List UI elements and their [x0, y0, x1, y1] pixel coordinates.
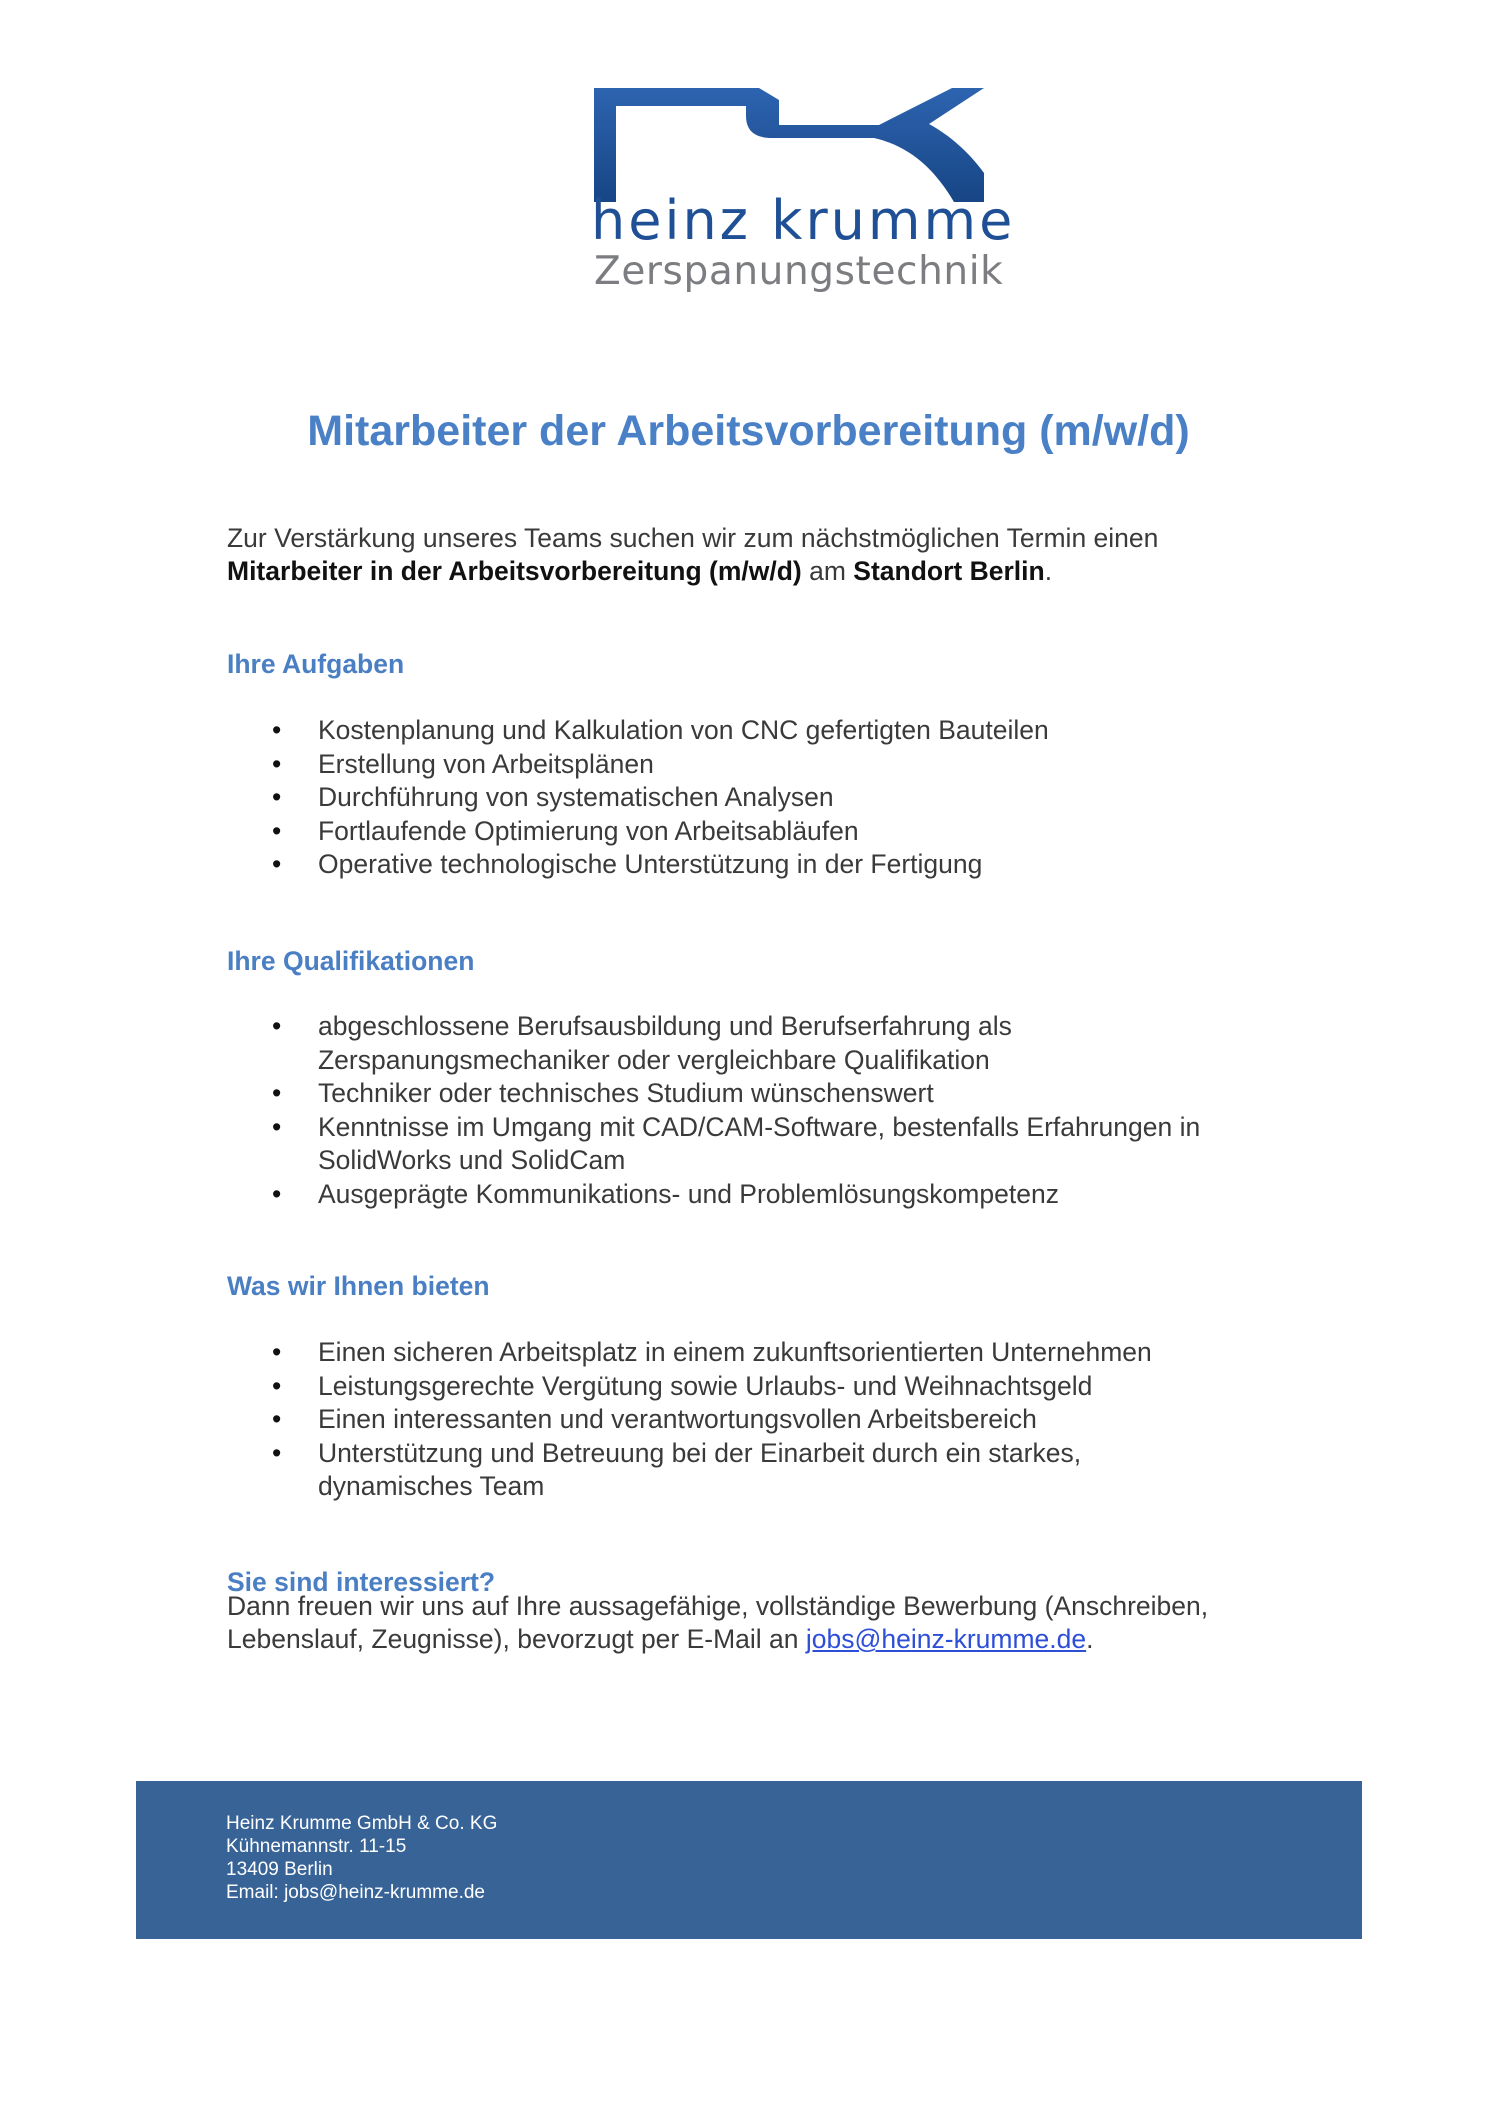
company-logo [585, 88, 1016, 308]
intro-text-3: . [1044, 556, 1053, 586]
list-item: • Kostenplanung und Kalkulation von CNC gefertigten Bauteilen [227, 714, 1307, 748]
task-list [227, 714, 1307, 882]
section-heading-qualifikationen: Ihre Qualifikationen [227, 946, 475, 976]
footer-email: Email: jobs@heinz-krumme.de [226, 1882, 485, 1903]
closing-paragraph [227, 1590, 1327, 1656]
list-item: • Einen interessanten und verantwortungsvollen Arbeitsbereich [227, 1403, 1307, 1437]
logo-tagline: Zerspanungstechnik [594, 249, 1004, 294]
intro-location: Standort Berlin [853, 556, 1045, 586]
list-item: • Durchführung von systematischen Analysen [227, 781, 1307, 815]
list-item: • Kenntnisse im Umgang mit CAD/CAM-Software, bestenfalls Erfahrungen in SolidWorks und SolidCam [227, 1111, 1268, 1178]
logo-wordmark: heinz krumme [591, 189, 1016, 252]
list-item: • Leistungsgerechte Vergütung sowie Urlaubs- und Weihnachtsgeld [227, 1370, 1307, 1404]
list-item: • Fortlaufende Optimierung von Arbeitsabläufen [227, 815, 1307, 849]
section-heading-angebot: Was wir Ihnen bieten [227, 1271, 490, 1301]
email-link[interactable]: jobs@heinz-krumme.de [805, 1624, 1087, 1654]
list-item: • Einen sicheren Arbeitsplatz in einem zukunftsorientierten Unternehmen [227, 1336, 1307, 1370]
closing-text: Dann freuen wir uns auf Ihre aussagefähige, vollständige Bewerbung (Anschreiben, Lebenslauf, Zeugnisse), bevorzugt per E-Mail an [227, 1591, 1209, 1654]
list-item: • Unterstützung und Betreuung bei der Einarbeit durch ein starkes, dynamisches Team [227, 1437, 1198, 1504]
section-heading-aufgaben: Ihre Aufgaben [227, 649, 405, 679]
section-heading-interesse: Sie sind interessiert? [227, 1567, 496, 1597]
company-address [226, 1812, 497, 1904]
footer-city: 13409 Berlin [226, 1859, 333, 1880]
list-item: • abgeschlossene Berufsausbildung und Berufserfahrung als Zerspanungsmechaniker oder vergleichbare Qualifikation [227, 1010, 1198, 1077]
intro-paragraph [227, 522, 1307, 588]
list-item: • Ausgeprägte Kommunikations- und Problemlösungskompetenz [227, 1178, 1307, 1212]
list-item: • Techniker oder technisches Studium wünschenswert [227, 1077, 1307, 1111]
intro-position: Mitarbeiter in der Arbeitsvorbereitung (m/w/d) [227, 556, 802, 586]
footer-street: Kühnemannstr. 11-15 [226, 1836, 407, 1857]
intro-text-1: Zur Verstärkung unseres Teams suchen wir zum nächstmöglichen Termin einen [227, 523, 1159, 553]
list-item: • Operative technologische Unterstützung in der Fertigung [227, 848, 1307, 882]
footer-bar [136, 1781, 1362, 1939]
benefit-list [227, 1336, 1307, 1504]
list-item: • Erstellung von Arbeitsplänen [227, 748, 1307, 782]
job-title: Mitarbeiter der Arbeitsvorbereitung (m/w/d) [307, 407, 1190, 455]
closing-end: . [1086, 1624, 1094, 1654]
intro-text-2: am [801, 556, 854, 586]
footer-company: Heinz Krumme GmbH & Co. KG [226, 1813, 498, 1834]
hk-monogram-icon [594, 88, 984, 203]
qualification-list [227, 1010, 1307, 1211]
